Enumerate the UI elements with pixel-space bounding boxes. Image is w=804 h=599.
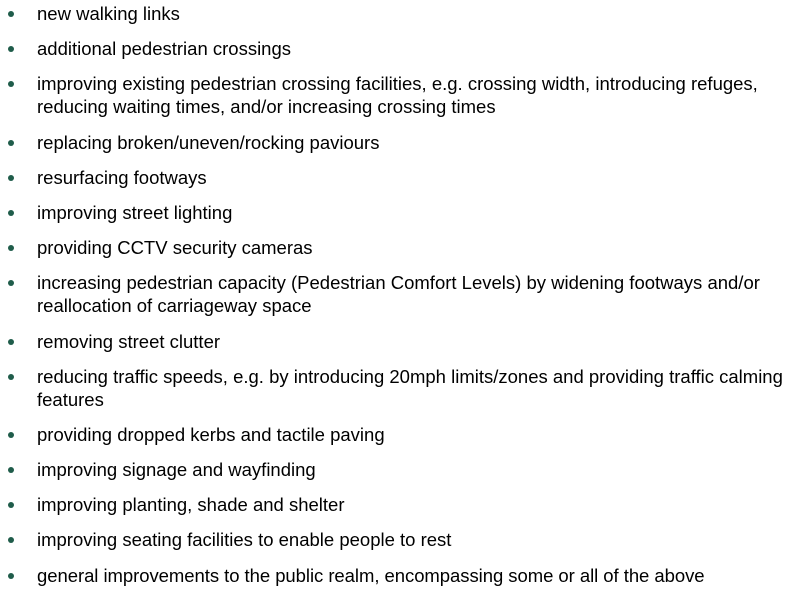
list-item bbox=[0, 423, 800, 446]
bullet-icon bbox=[8, 140, 14, 146]
list-item bbox=[0, 131, 800, 154]
list-item-text: improving seating facilities to enable people to rest bbox=[37, 529, 452, 551]
list-item-text: improving planting, shade and shelter bbox=[37, 494, 345, 516]
list-item bbox=[0, 365, 800, 411]
list-item-text: resurfacing footways bbox=[37, 166, 207, 188]
bullet-icon bbox=[8, 467, 14, 473]
bullet-icon bbox=[8, 11, 14, 17]
bullet-icon bbox=[8, 46, 14, 52]
bullet-list bbox=[0, 2, 800, 599]
list-item bbox=[0, 528, 800, 551]
list-item bbox=[0, 564, 800, 587]
list-item-text: removing street clutter bbox=[37, 330, 221, 352]
list-item-text: improving street lighting bbox=[37, 201, 233, 223]
bullet-icon bbox=[8, 573, 14, 579]
list-item bbox=[0, 458, 800, 481]
list-item-text: replacing broken/uneven/rocking paviours bbox=[37, 131, 380, 153]
list-item bbox=[0, 37, 800, 60]
list-item-text: improving signage and wayfinding bbox=[37, 459, 316, 481]
list-item bbox=[0, 271, 800, 317]
list-item bbox=[0, 166, 800, 189]
list-item bbox=[0, 2, 800, 25]
bullet-icon bbox=[8, 245, 14, 251]
bullet-icon bbox=[8, 81, 14, 87]
list-item bbox=[0, 236, 800, 259]
bullet-icon bbox=[8, 175, 14, 181]
list-item-text: additional pedestrian crossings bbox=[37, 38, 292, 60]
bullet-icon bbox=[8, 210, 14, 216]
bullet-icon bbox=[8, 374, 14, 380]
list-item-text: improving existing pedestrian crossing facilities, e.g. crossing width, introducing refuges, reducing waiting times, and/or increasing crossing times bbox=[37, 73, 758, 118]
list-item bbox=[0, 330, 800, 353]
list-item-text: providing CCTV security cameras bbox=[37, 237, 313, 259]
bullet-icon bbox=[8, 432, 14, 438]
bullet-icon bbox=[8, 502, 14, 508]
list-item-text: general improvements to the public realm, encompassing some or all of the above bbox=[37, 564, 705, 586]
list-item-text: increasing pedestrian capacity (Pedestrian Comfort Levels) by widening footways and/or reallocation of carriageway space bbox=[37, 272, 760, 317]
list-item bbox=[0, 201, 800, 224]
list-item-text: reducing traffic speeds, e.g. by introducing 20mph limits/zones and providing traffic calming features bbox=[37, 365, 783, 410]
list-item-text: new walking links bbox=[37, 3, 180, 24]
list-item-text: providing dropped kerbs and tactile paving bbox=[37, 423, 385, 445]
bullet-icon bbox=[8, 537, 14, 543]
list-item bbox=[0, 493, 800, 516]
bullet-icon bbox=[8, 339, 14, 345]
bullet-icon bbox=[8, 280, 14, 286]
list-item bbox=[0, 72, 800, 118]
